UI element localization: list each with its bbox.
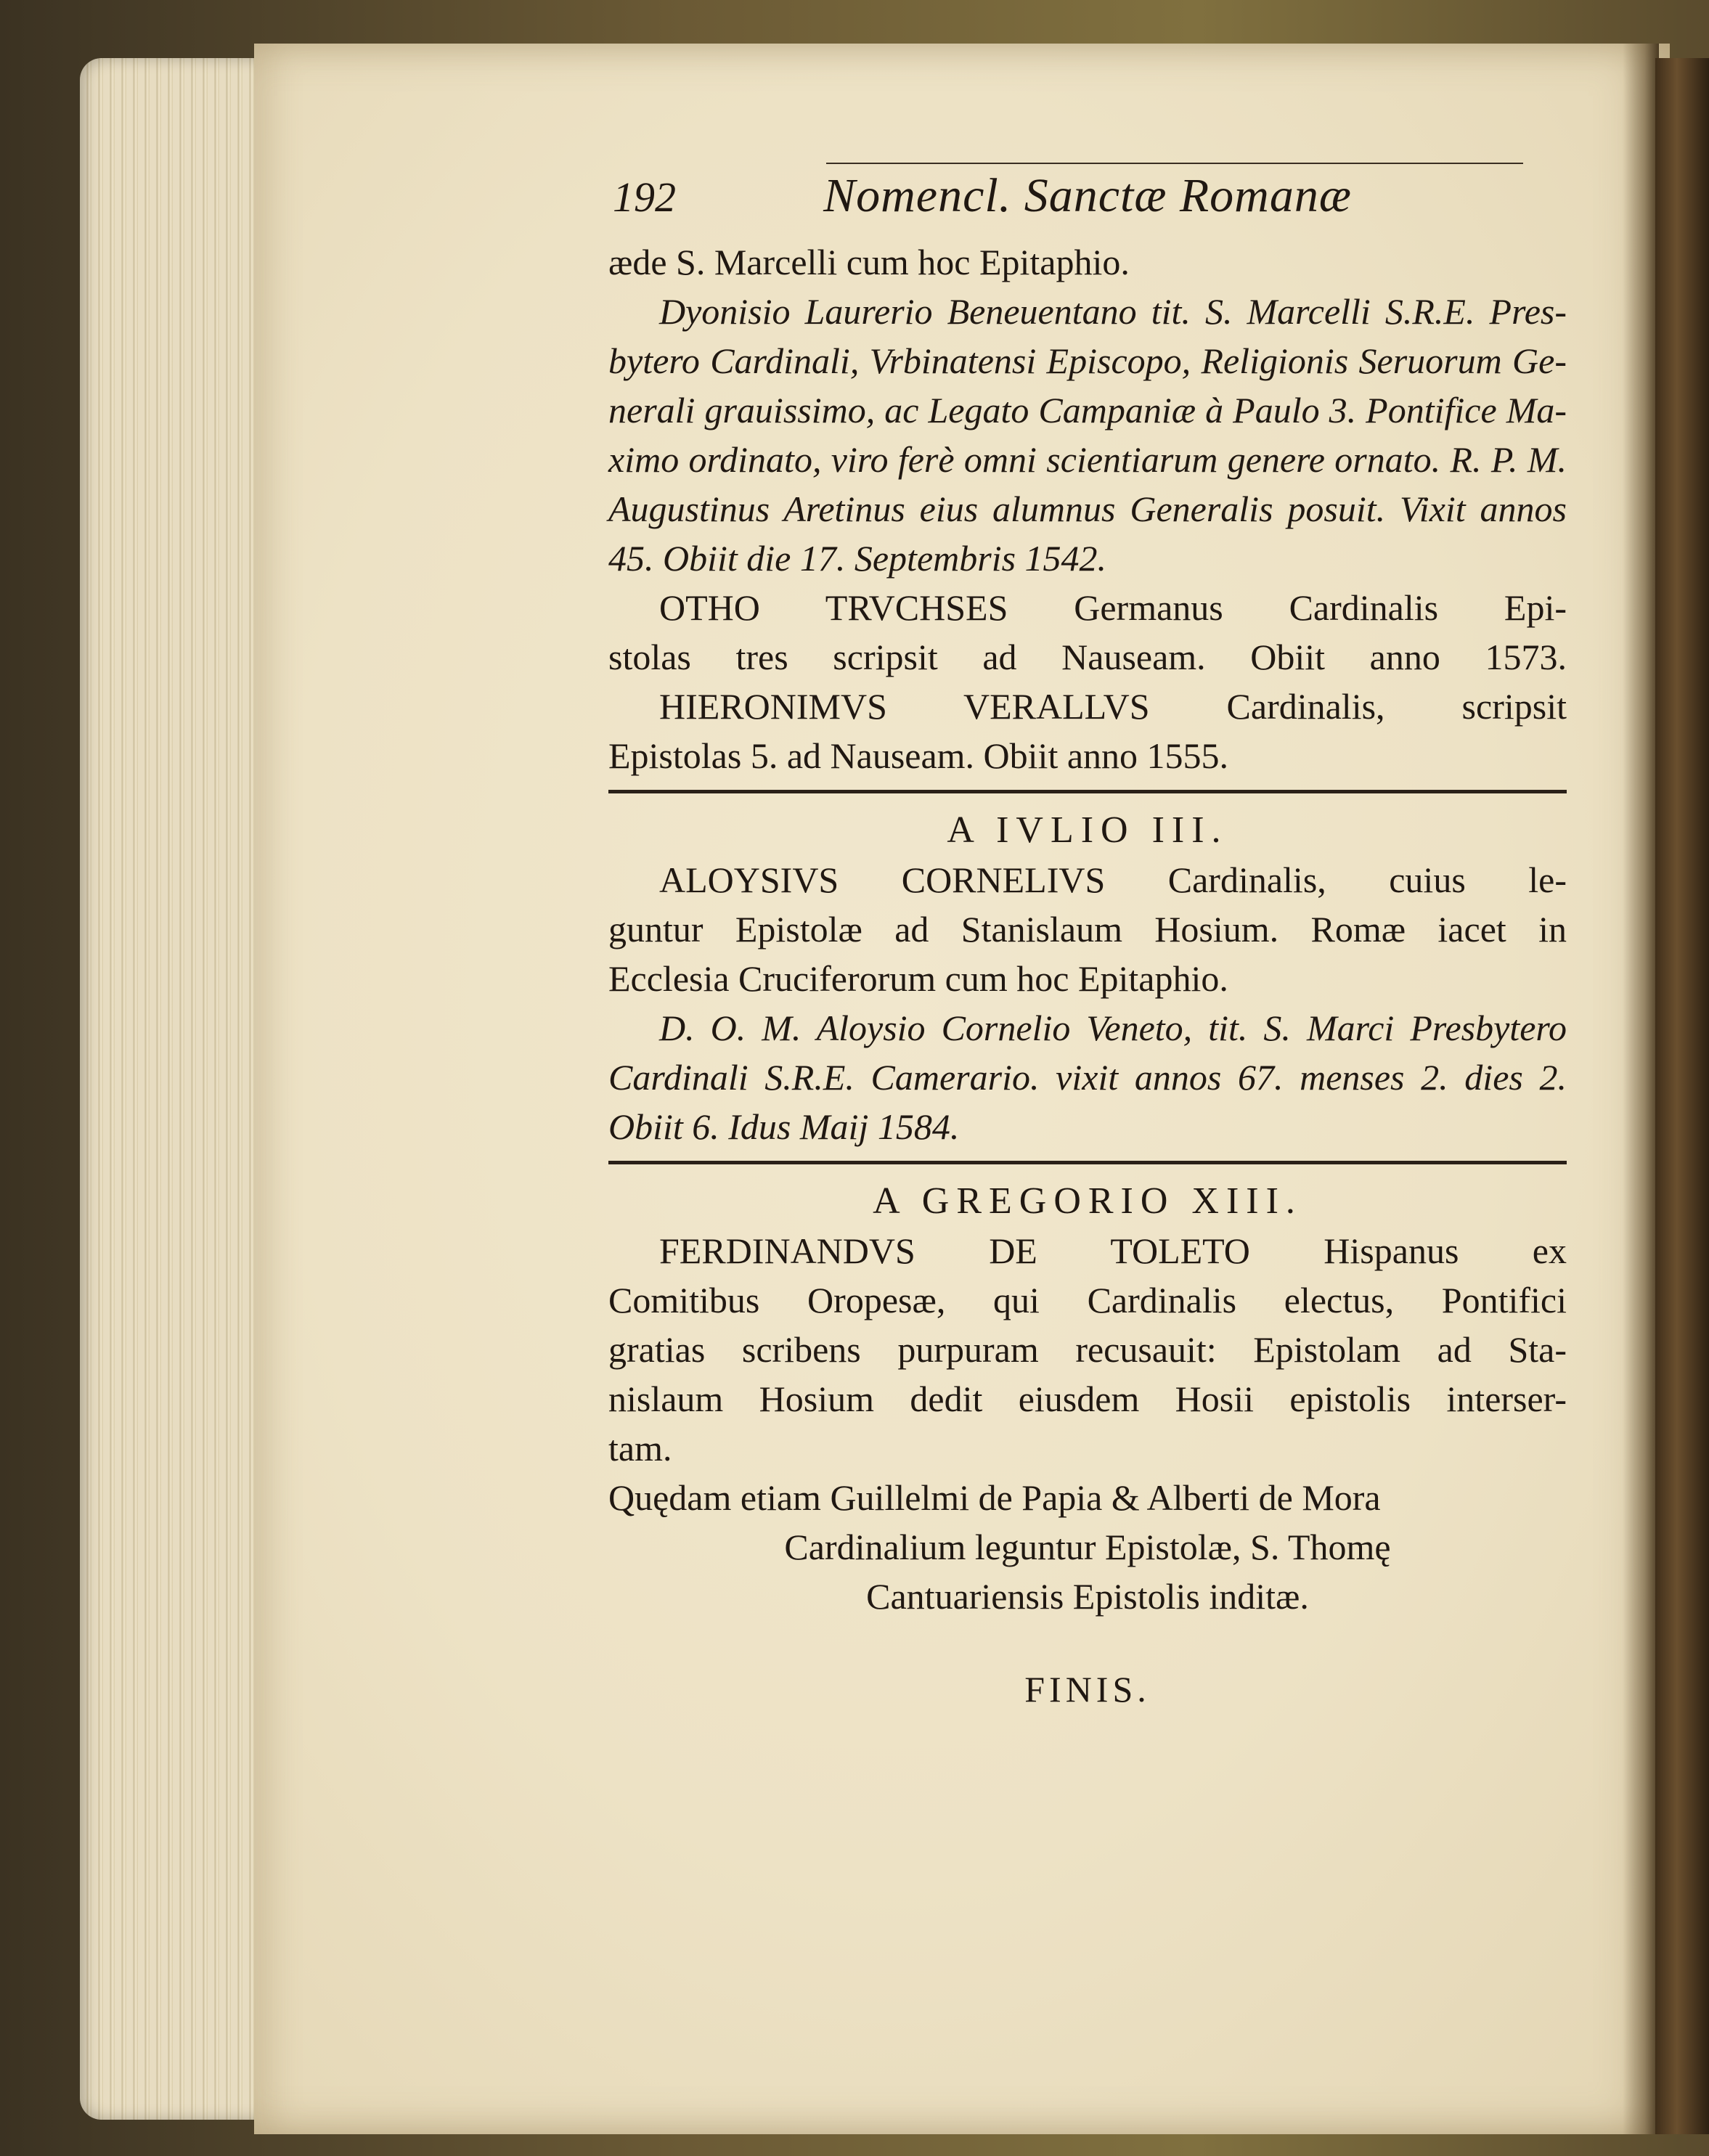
epitaph-line: Dyonisio Laurerio Beneuentano tit. S. Marcelli S.R.E. Pres- — [659, 291, 1567, 332]
entry-line: nislaum Hosium dedit eiusdem Hosii epistolis interser- — [608, 1379, 1567, 1419]
entry-line: stolas tres scripsit ad Nauseam. Obiit anno 1573. — [608, 637, 1567, 677]
entry-line: FERDINANDVS DE TOLETO Hispanus ex — [659, 1230, 1567, 1271]
epitaph-line: 45. Obiit die 17. Septembris 1542. — [608, 538, 1107, 579]
closing-line: Cantuariensis Epistolis inditæ. — [866, 1576, 1309, 1617]
epitaph-line: Cardinali S.R.E. Camerario. vixit annos 67. menses 2. dies 2. — [608, 1057, 1567, 1098]
entry-line: OTHO TRVCHSES Germanus Cardinalis Epi- — [659, 587, 1567, 628]
closing-line: Cardinalium leguntur Epistolæ, S. Thomę — [784, 1527, 1391, 1567]
entry-line: gratias scribens purpuram recusauit: Epistolam ad Sta- — [608, 1329, 1567, 1370]
entry-line: HIERONIMVS VERALLVS Cardinalis, scripsit — [659, 686, 1567, 727]
text-line: ӕde S. Marcelli cum hoc Epitaphio. — [608, 242, 1130, 282]
epitaph-line: D. O. M. Aloysio Cornelio Veneto, tit. S. Marci Presbytero — [659, 1008, 1567, 1048]
page-number: 192 — [613, 173, 676, 221]
entry-line: guntur Epistolæ ad Stanislaum Hosium. Romæ iacet in — [608, 909, 1567, 950]
entry-line: tam. — [608, 1428, 672, 1469]
epitaph-line: bytero Cardinali, Vrbinatensi Episcopo, Religionis Seruorum Ge- — [608, 340, 1567, 381]
page-edges — [80, 58, 269, 2120]
page-header — [608, 169, 1567, 238]
entry-line: Epistolas 5. ad Nauseam. Obiit anno 1555. — [608, 735, 1229, 776]
epitaph-line: Obiit 6. Idus Maij 1584. — [608, 1106, 960, 1147]
header-rule — [826, 163, 1523, 164]
entry-line: Ecclesia Cruciferorum cum hoc Epitaphio. — [608, 958, 1228, 999]
epitaph-line: Augustinus Aretinus eius alumnus Generalis posuit. Vixit annos — [608, 489, 1567, 529]
section-title: A GREGORIO XIII. — [873, 1180, 1302, 1222]
epitaph-line: ximo ordinato, viro ferè omni scientiarum genere ornato. R. P. M. — [608, 439, 1567, 480]
facing-page-edge — [1655, 58, 1709, 2134]
section-title: A IVLIO III. — [947, 809, 1228, 851]
entry-line: Comitibus Oropesæ, qui Cardinalis electus, Pontifici — [608, 1280, 1567, 1320]
book-gutter — [1623, 44, 1659, 2134]
section-divider — [608, 1161, 1567, 1164]
finis: FINIS. — [1024, 1669, 1151, 1710]
entry-line: ALOYSIVS CORNELIVS Cardinalis, cuius le- — [659, 859, 1567, 900]
page-text — [608, 169, 1567, 1710]
epitaph-line: nerali grauissimo, ac Legato Campaniæ à Paulo 3. Pontifice Ma- — [608, 390, 1567, 430]
section-divider — [608, 790, 1567, 793]
closing-line: Quędam etiam Guillelmi de Papia & Alberti de Mora — [608, 1477, 1381, 1518]
running-head: Nomencl. Sanctæ Romanæ — [823, 169, 1352, 222]
